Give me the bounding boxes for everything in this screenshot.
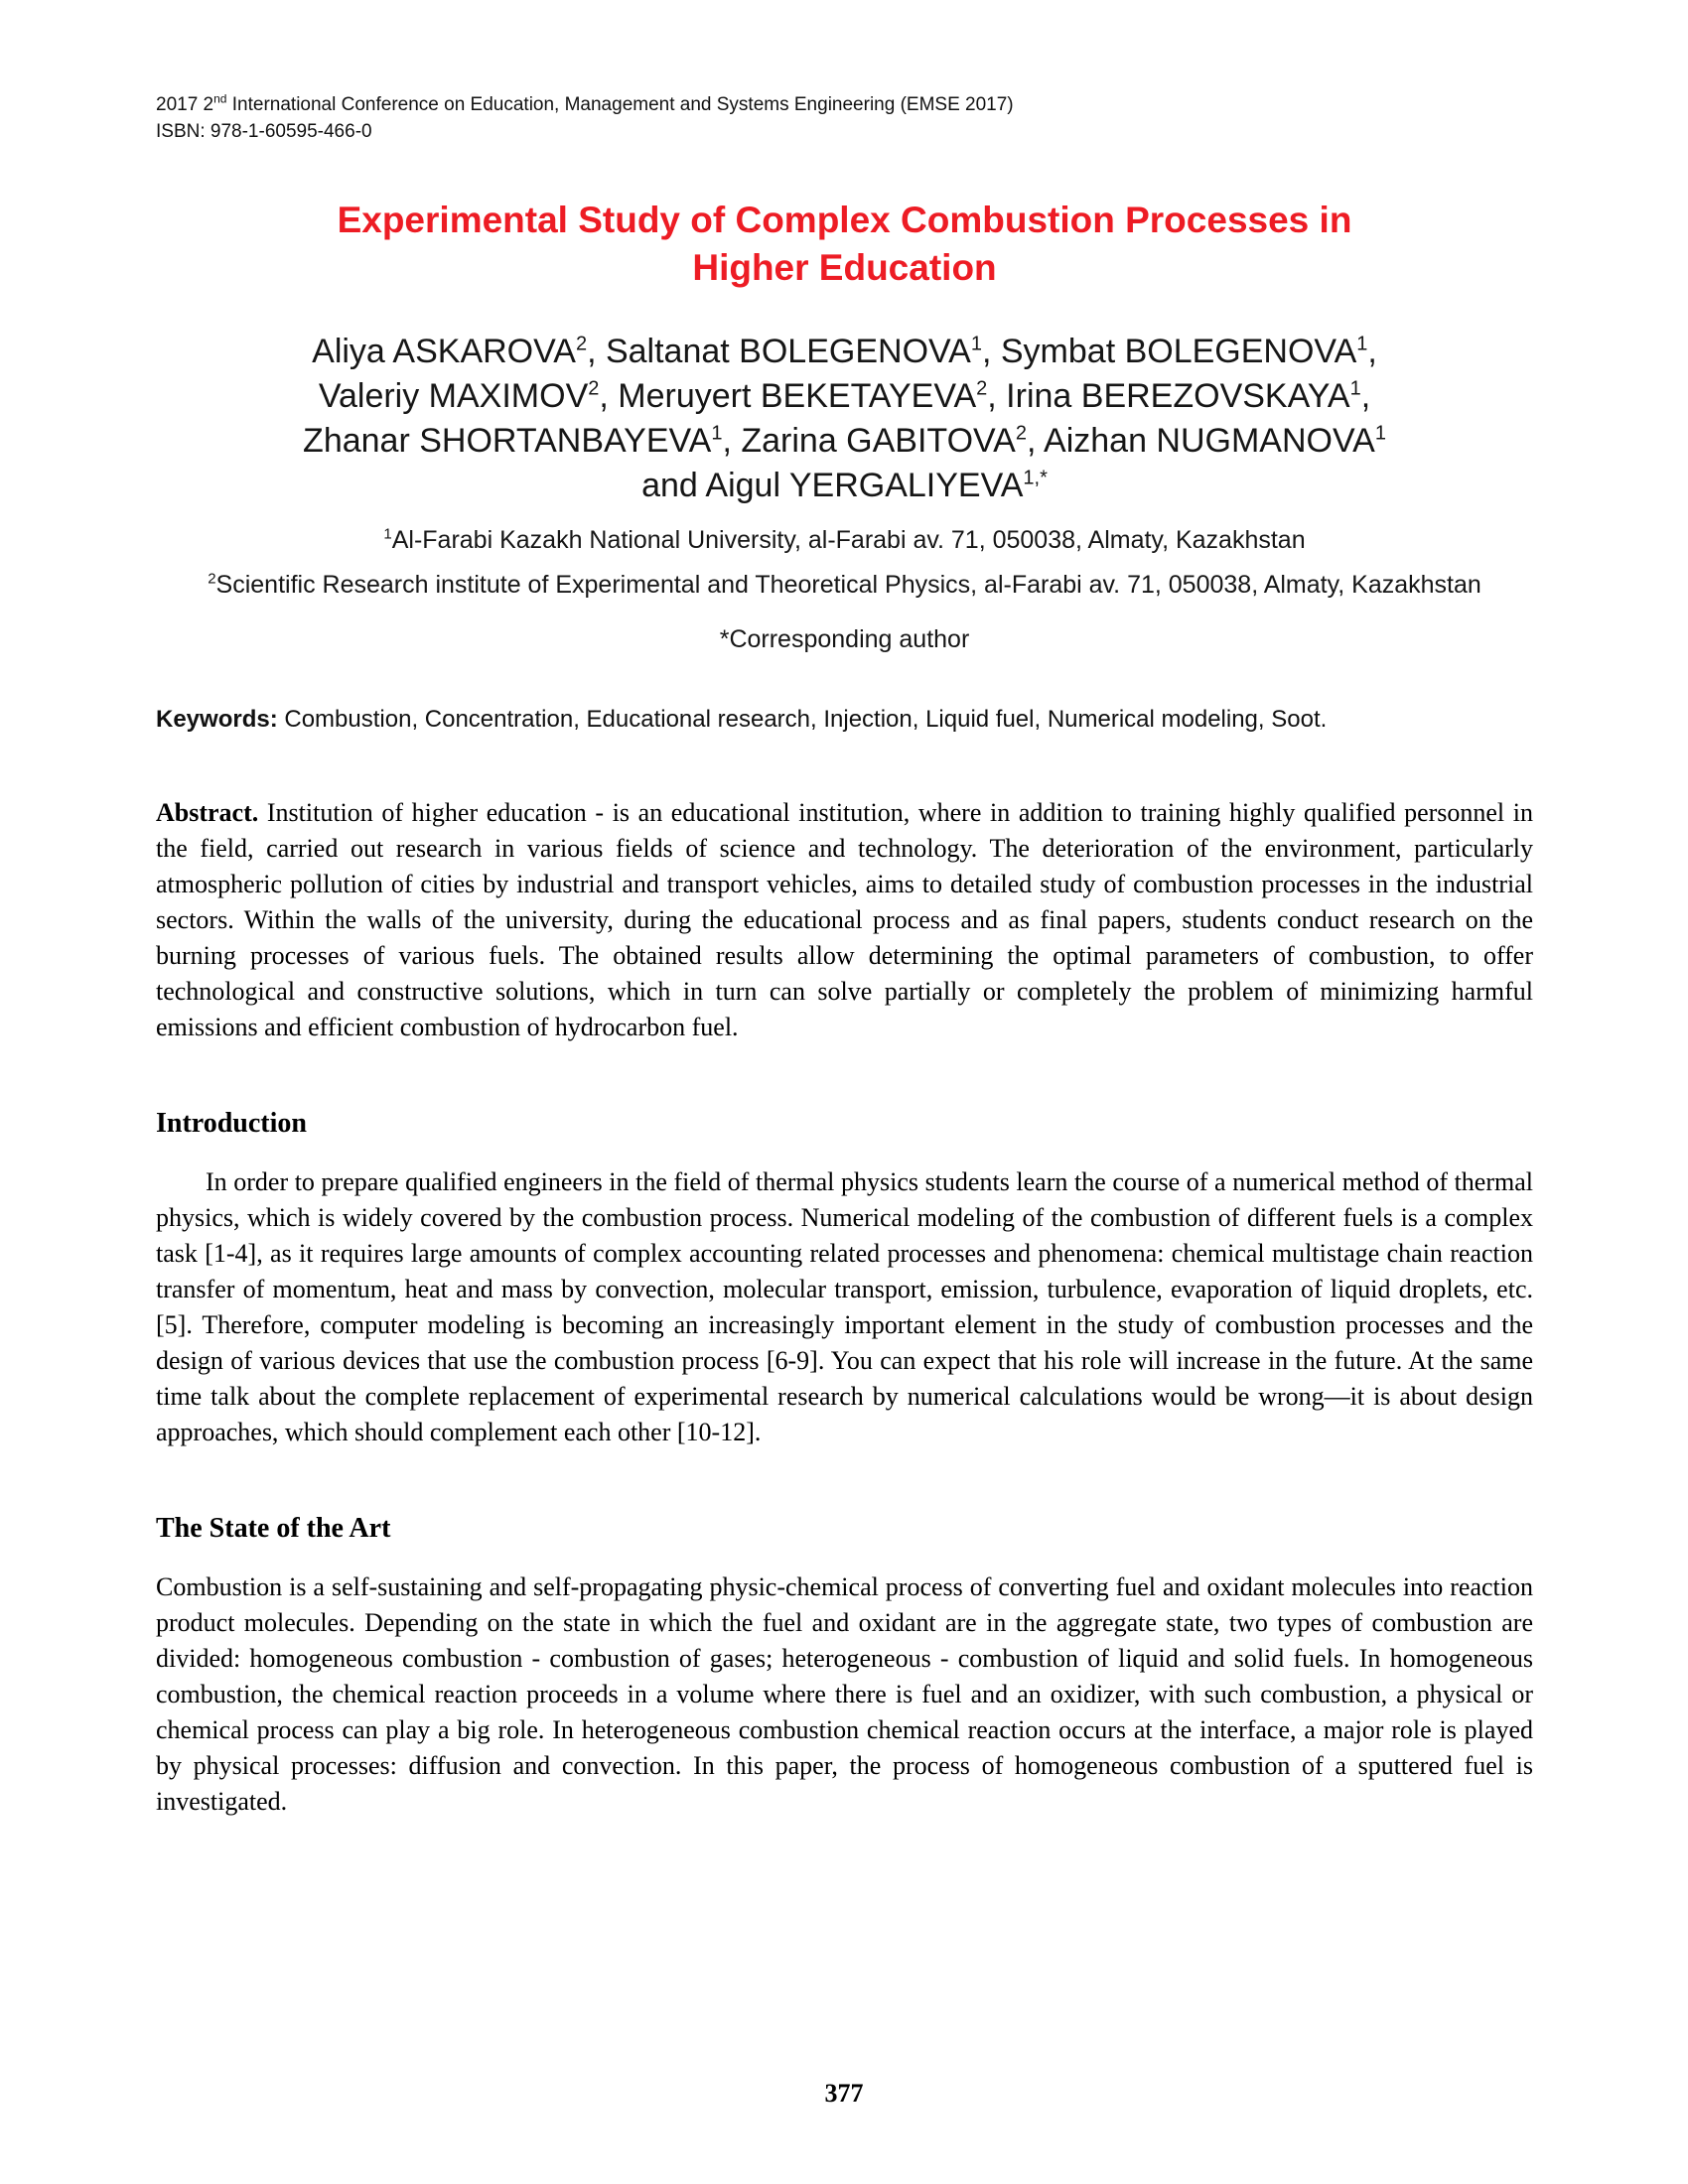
keywords-label: Keywords: <box>156 706 278 733</box>
affiliations-block <box>156 524 1533 602</box>
affiliation-line: $^1$Al-Farabi Kazakh National University, al-Farabi av. 71, 050038, Almaty, Kazakhstan <box>383 525 1306 554</box>
author-affiliation-superscript: 1 <box>1356 333 1368 355</box>
author-affiliation-superscript: 1 <box>1349 377 1361 400</box>
abstract-paragraph <box>156 795 1533 1045</box>
author-affiliation-superscript: 1,* <box>1023 467 1048 489</box>
affiliation-line: $^2$Scientific Research institute of Experimental and Theoretical Physics, al-Farabi av. 71, 050038, Almaty, Kazakhstan <box>208 570 1481 599</box>
affiliation-superscript: 1 <box>383 525 392 543</box>
page-number: 377 <box>824 2079 864 2108</box>
abstract-label: Abstract. <box>156 798 259 827</box>
author-affiliation-superscript: 2 <box>588 377 600 400</box>
paper-title-line: Higher Education <box>692 247 997 288</box>
conference-header-isbn: ISBN: 978-1-60595-466-0 <box>156 121 372 142</box>
conference-header-line1-pre: 2017 2 <box>156 94 214 115</box>
corresponding-author-note: *Corresponding author <box>719 625 970 653</box>
conference-header <box>156 91 1533 145</box>
author-affiliation-superscript: 1 <box>711 422 723 445</box>
keywords-paragraph <box>156 702 1533 738</box>
author-line: Zhanar SHORTANBAYEVA$^1$, Zarina GABITOVA$^2$, Aizhan NUGMANOVA$^1$ <box>303 422 1386 460</box>
author-affiliation-superscript: 1 <box>1374 422 1386 445</box>
author-line: Valeriy MAXIMOV$^2$, Meruyert BEKETAYEVA$^2$, Irina BEREZOVSKAYA$^1$, <box>318 377 1371 415</box>
keywords-text: Combustion, Concentration, Educational research, Injection, Liquid fuel, Numerical modeling, Soot. <box>284 706 1328 733</box>
author-affiliation-superscript: 2 <box>1015 422 1027 445</box>
paper-title <box>156 197 1533 292</box>
sections-container <box>156 1107 1533 1820</box>
section-paragraph: In order to prepare qualified engineers in the field of thermal physics students learn the course of a numerical method of thermal physics, which is widely covered by the combustion process. Numerical modeling of the combustion of different fuels is a complex task [1-4], as it requires large amounts of complex accounting related processes and phenomena: chemical multistage chain reaction transfer of momentum, heat and mass by convection, molecular transport, emission, turbulence, evaporation of liquid droplets, etc. [5]. Therefore, computer modeling is becoming an increasingly important element in the study of combustion processes and the design of various devices that use the combustion process [6-9]. You can expect that his role will increase in the future. At the same time talk about the complete replacement of experimental research by numerical calculations would be wrong—it is about design approaches, which should complement each other [10-12]. <box>156 1167 1533 1446</box>
paper-title-line: Experimental Study of Complex Combustion Processes in <box>337 200 1352 240</box>
author-line: Aliya ASKAROVA$^2$, Saltanat BOLEGENOVA$^1$, Symbat BOLEGENOVA$^1$, <box>312 333 1377 370</box>
conference-header-line1 <box>156 91 1533 118</box>
author-line: and Aigul $YERGALIYEVA^{1,*}$ <box>641 467 1048 504</box>
section-heading: The State of the Art <box>156 1513 391 1544</box>
conference-header-line1-post: International Conference on Education, Management and Systems Engineering (EMSE 2017) <box>226 94 1014 115</box>
abstract-text: Institution of higher education - is an educational institution, where in addition to training highly qualified personnel in the field, carried out research in various fields of science and technology. The deterioration of the environment, particularly atmospheric pollution of cities by industrial and transport vehicles, aims to detailed study of combustion processes in the industrial sectors. Within the walls of the university, during the educational process and as final papers, students conduct research on the burning processes of various fuels. The obtained results allow determining the optimal parameters of combustion, to offer technological and constructive solutions, which in turn can solve partially or completely the problem of minimizing harmful emissions and efficient combustion of hydrocarbon fuel. <box>156 798 1534 1041</box>
section-paragraph: Combustion is a self-sustaining and self-propagating physic-chemical process of converting fuel and oxidant molecules into reaction product molecules. Depending on the state in which the fuel and oxidant are in the aggregate state, two types of combustion are divided: homogeneous combustion - combustion of gases; heterogeneous - combustion of liquid and solid fuels. In homogeneous combustion, the chemical reaction proceeds in a volume where there is fuel and an oxidizer, with such combustion, a physical or chemical process can play a big role. In heterogeneous combustion chemical reaction occurs at the interface, a major role is played by physical processes: diffusion and convection. In this paper, the process of homogeneous combustion of a sputtered fuel is investigated. <box>156 1572 1533 1816</box>
conference-header-line1-sup: nd <box>213 91 227 106</box>
affiliation-superscript: 2 <box>208 570 216 588</box>
author-affiliation-superscript: 1 <box>970 333 982 355</box>
author-affiliation-superscript: 2 <box>976 377 988 400</box>
authors-block <box>156 330 1533 508</box>
author-affiliation-superscript: 2 <box>575 333 588 355</box>
section-heading: Introduction <box>156 1108 307 1139</box>
